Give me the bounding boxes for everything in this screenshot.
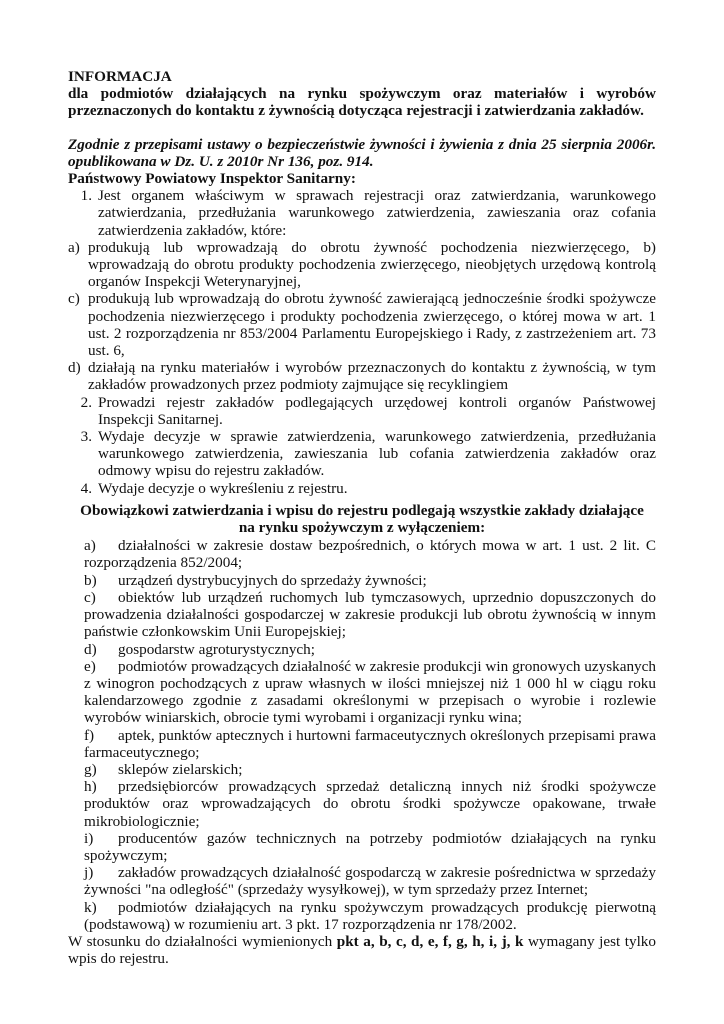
duty-text: Wydaje decyzje o wykreśleniu z rejestru. [98, 479, 348, 497]
duty-item-3 [68, 428, 656, 480]
duty-number: 2. [80, 393, 92, 411]
exclusion-text: przedsiębiorców prowadzących sprzedaż detaliczną innych niż środki spożywcze produktów oraz wprowadzających do obrotu środki spożywcze opakowane, trwałe mikrobiologicznie; [84, 778, 656, 830]
exclusion-letter: a) [84, 537, 96, 555]
obligation-heading-line2: na rynku spożywczym z wyłączeniem: [238, 519, 486, 537]
obligation-heading-line1: Obowiązkowi zatwierdzania i wpisu do rejestru podlegają wszystkie zakłady działające [80, 501, 644, 519]
exclusion-text: obiektów lub urządzeń ruchomych lub tymczasowych, uprzednio dopuszczonych do prowadzenia działalności gospodarczej w zakresie produkcji lub obrotu żywnością w innym państwie członkowskim Unii Europejskiej; [84, 588, 656, 641]
exclusion-item-a [84, 537, 656, 571]
document-subtitle: dla podmiotów działających na rynku spożywczym oraz materiałów i wyrobów przeznaczonych do kontaktu z żywnością dotycząca rejestracji i zatwierdzania zakładów. [68, 85, 656, 120]
subitem-letter: d) [68, 359, 81, 377]
exclusion-item-c [84, 589, 656, 641]
subitem-letter: c) [68, 290, 80, 308]
exclusion-text: zakładów prowadzących działalność gospodarczą w zakresie pośrednictwa w sprzedaży żywności "na odległość" (sprzedaży wysyłkowej), w tym sprzedaży przez Internet; [84, 864, 656, 899]
duty-number: 1. [80, 187, 92, 205]
duty-text: Wydaje decyzje w sprawie zatwierdzenia, warunkowego zatwierdzenia, przedłużania warunkowego zatwierdzenia, zawieszania lub cofania zatwierdzenia zakładów oraz odmowy wpisu do rejestru zakładów. [98, 428, 656, 480]
exclusion-letter: d) [84, 640, 97, 658]
duty-subitem-d [68, 359, 656, 393]
exclusion-letter: i) [84, 829, 94, 847]
closing-paragraph [68, 933, 656, 967]
duty-text: Jest organem właściwym w sprawach rejestracji oraz zatwierdzania, warunkowego zatwierdzania, przedłużania warunkowego zatwierdzenia, zawieszania oraz cofania zatwierdzenia zakładów, które: [98, 187, 656, 239]
exclusion-text: aptek, punktów aptecznych i hurtowni farmaceutycznych określonych przepisami prawa farmaceutycznego; [84, 726, 656, 761]
exclusion-text: podmiotów prowadzących działalność w zakresie produkcji win gronowych uzyskanych z winogron pochodzących z upraw własnych w ilości mniejszej niż 1 000 hl w ciągu roku kalendarzowego zgodnie z zasadami określonymi w przepisach o wyrobie i rozlewie wyrobów winiarskich, obrocie tymi wyrobami i organizacji rynku wina; [84, 657, 656, 727]
exclusions-list [68, 537, 656, 933]
duty-item-1 [68, 187, 656, 239]
exclusion-letter: j) [84, 864, 94, 882]
obligation-heading [68, 502, 656, 536]
exclusion-item-j [84, 864, 656, 898]
exclusion-text: działalności w zakresie dostaw bezpośrednich, o których mowa w art. 1 ust. 2 lit. C rozporządzenia 852/2004; [84, 537, 656, 572]
inspector-heading: Państwowy Powiatowy Inspektor Sanitarny: [68, 170, 356, 188]
exclusion-letter: k) [84, 898, 97, 916]
spacer [68, 120, 656, 136]
exclusion-item-f [84, 727, 656, 761]
legal-basis: Zgodnie z przepisami ustawy o bezpieczeństwie żywności i żywienia z dnia 25 sierpnia 2006r. opublikowana w Dz. U. z 2010r Nr 136, poz. 914. [68, 135, 656, 170]
duties-list [68, 187, 656, 497]
document-title: INFORMACJA [68, 68, 172, 85]
exclusion-item-e [84, 658, 656, 727]
exclusion-item-i [84, 830, 656, 864]
duty-number: 3. [80, 428, 92, 446]
exclusion-text: podmiotów działających na rynku spożywczym prowadzących produkcję pierwotną (podstawową) w rozumieniu art. 3 pkt. 17 rozporządzenia nr 178/2002. [84, 898, 656, 933]
exclusion-item-g [84, 761, 656, 778]
exclusion-item-d [84, 641, 656, 658]
duty-item-4 [68, 480, 656, 497]
exclusion-letter: c) [84, 588, 96, 606]
exclusion-letter: f) [84, 726, 95, 744]
exclusion-text: sklepów zielarskich; [118, 760, 243, 778]
exclusion-item-h [84, 778, 656, 830]
closing-prefix: W stosunku do działalności wymienionych [68, 932, 333, 950]
subitem-text: produkują lub wprowadzają do obrotu żywność pochodzenia niezwierzęcego, b) wprowadzają do obrotu produkty pochodzenia zwierzęcego, nieobjętych urzędową kontrolą organów Inspekcji Weterynaryjnej, [88, 238, 656, 291]
exclusion-text: urządzeń dystrybucyjnych do sprzedaży żywności; [118, 571, 427, 589]
duty-text: Prowadzi rejestr zakładów podlegających urzędowej kontroli organów Państwowej Inspekcji Sanitarnej. [98, 393, 656, 428]
subitem-text: produkują lub wprowadzają do obrotu żywność zawierającą jednocześnie środki spożywcze pochodzenia niezwierzęcego i produkty pochodzenia zwierzęcego, o której mowa w art. 1 ust. 2 rozporządzenia nr 853/2004 Parlamentu Europejskiego i Rady, z zastrzeżeniem art. 73 ust. 6, [88, 290, 656, 360]
subitem-letter: a) [68, 238, 80, 256]
exclusion-item-b [84, 572, 656, 589]
subitem-text: działają na rynku materiałów i wyrobów przeznaczonych do kontaktu z żywnością, w tym zakładów prowadzonych przez podmioty zajmujące się recyklingiem [88, 359, 656, 394]
exclusion-letter: g) [84, 760, 97, 778]
closing-suffix: wymagany jest tylko wpis do rejestru. [68, 932, 656, 968]
document-page [68, 68, 656, 967]
exclusion-letter: b) [84, 571, 97, 589]
closing-points: pkt a, b, c, d, e, f, g, h, i, j, k [336, 932, 524, 950]
duty-item-2 [68, 394, 656, 428]
duty-subitem-a [68, 239, 656, 291]
exclusion-letter: h) [84, 778, 97, 796]
exclusion-text: producentów gazów technicznych na potrzeby podmiotów działających na rynku spożywczym; [84, 829, 656, 864]
duty-number: 4. [80, 479, 92, 497]
exclusion-item-k [84, 899, 656, 933]
duty-subitem-c [68, 290, 656, 359]
exclusion-text: gospodarstw agroturystycznych; [118, 640, 315, 658]
exclusion-letter: e) [84, 657, 96, 675]
